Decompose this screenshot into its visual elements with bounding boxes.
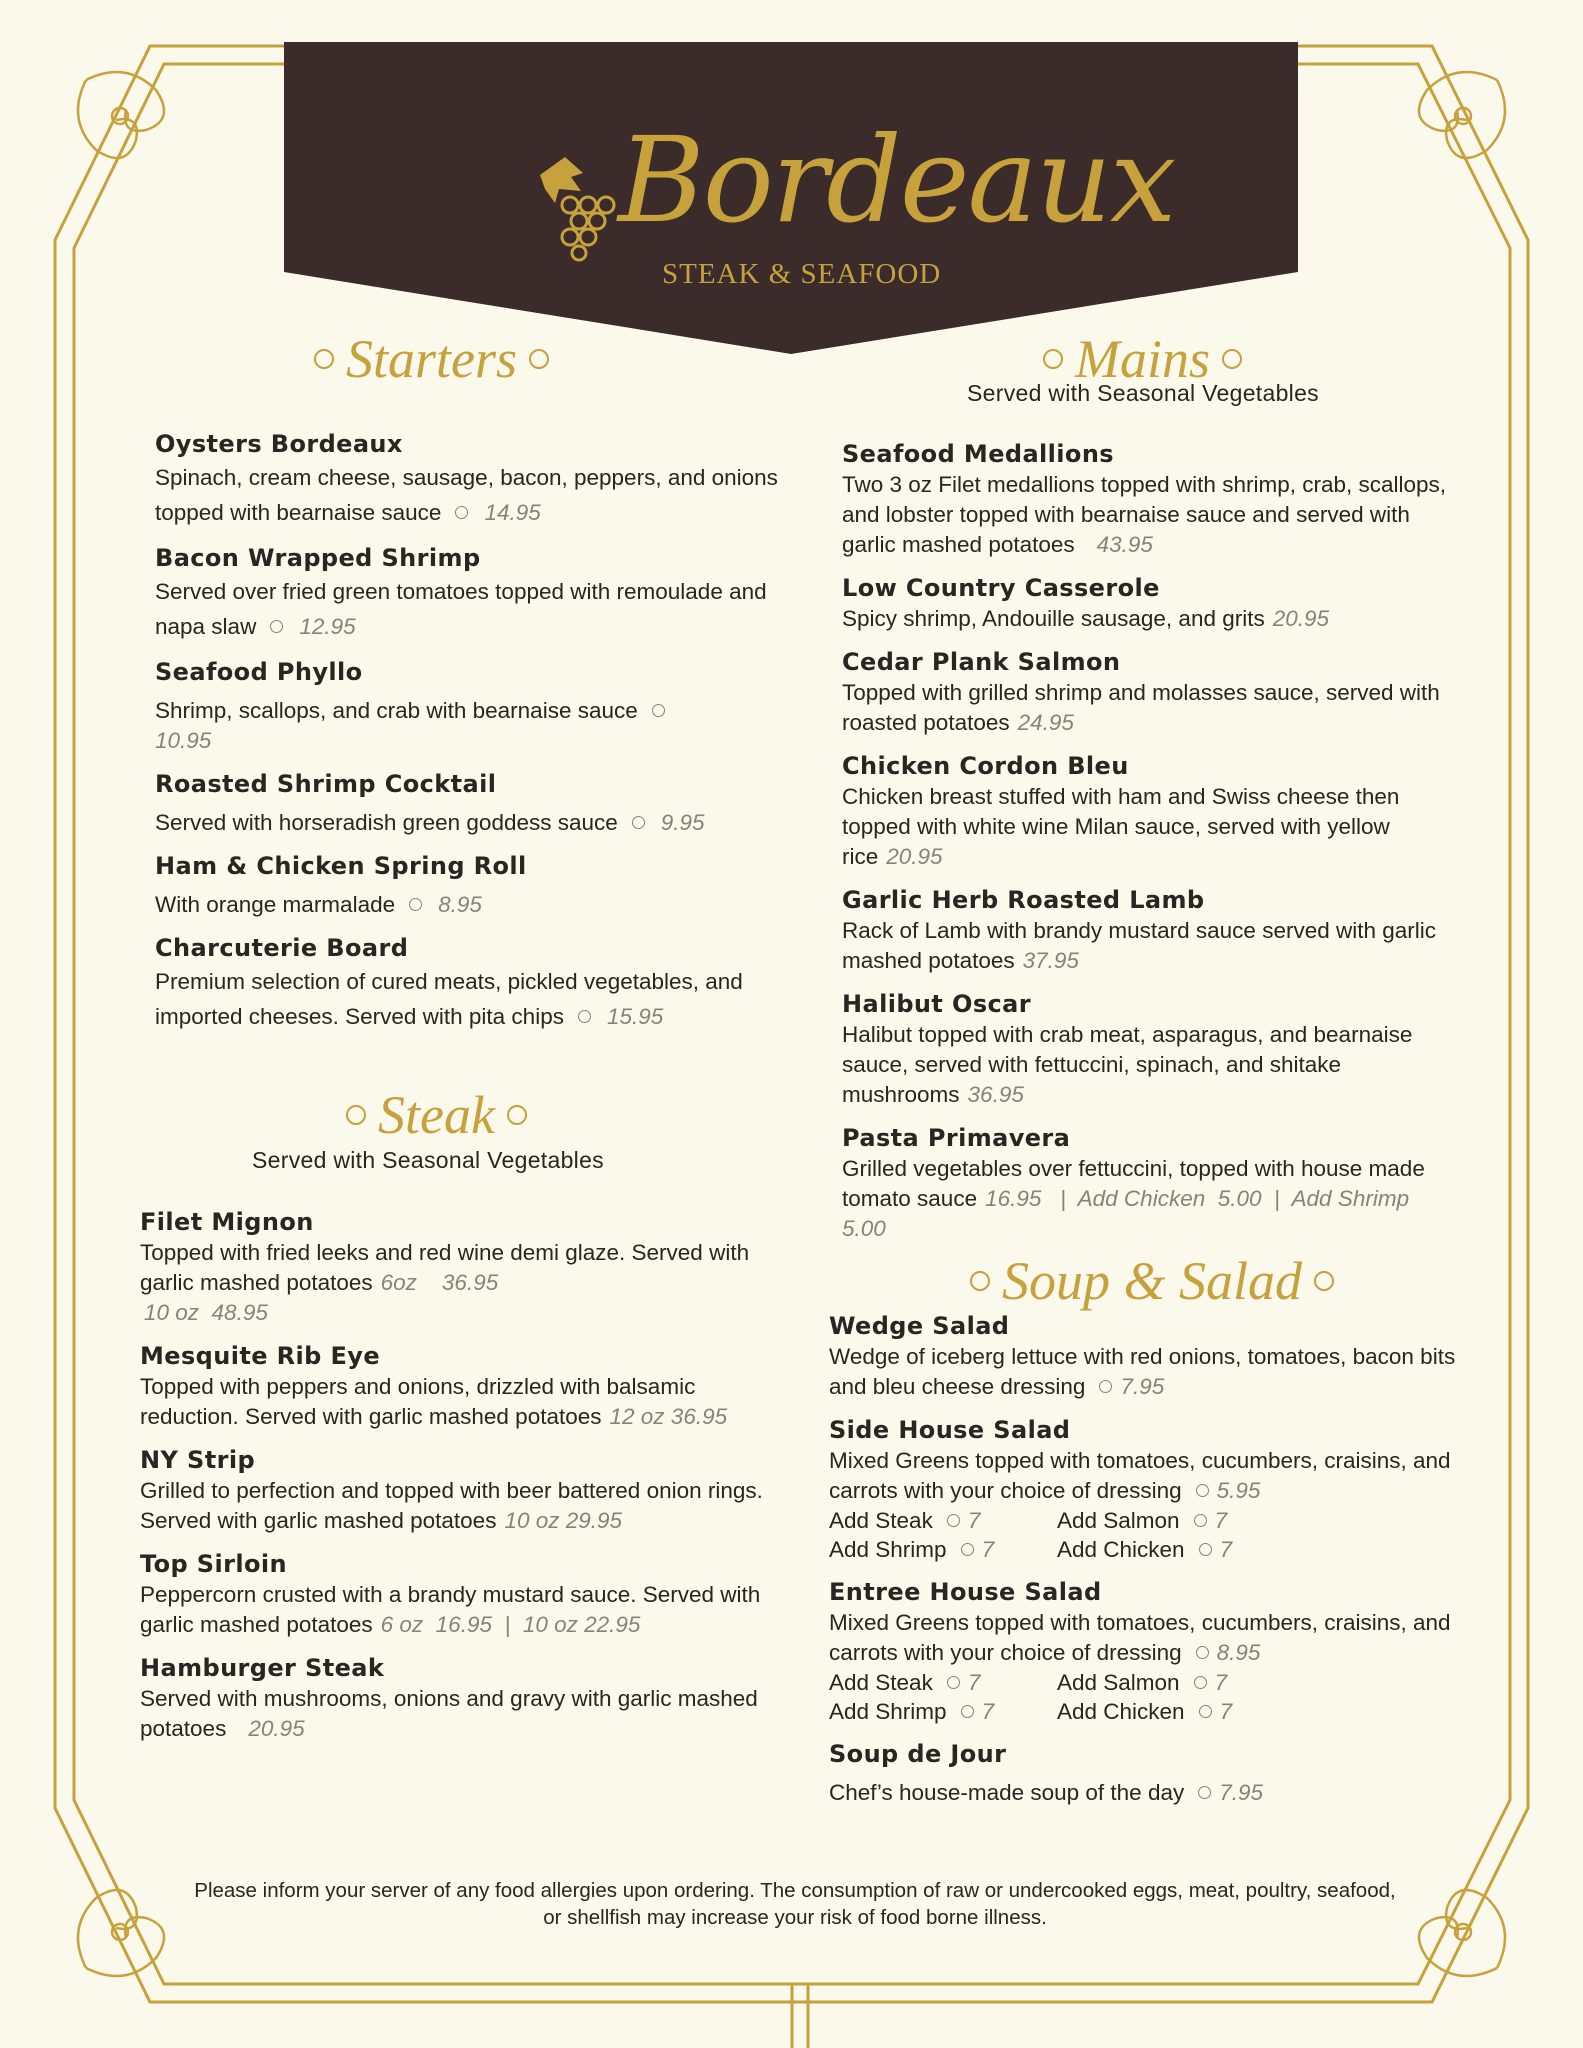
menu-item: NY Strip Grilled to perfection and topped with beer battered onion rings. Served with garlic mashed potatoes 10 oz 29.95 xyxy=(140,1446,763,1533)
menu-item: Side House Salad Mixed Greens topped with tomatoes, cucumbers, craisins, and carrots with your choice of dressing 5.95 Add Steak 7 Add Salmon 7 Add Shrimp 7 Add Chicken 7 xyxy=(829,1414,1469,1564)
steak-list xyxy=(140,1206,790,1756)
menu-item: Entree House Salad Mixed Greens topped with tomatoes, cucumbers, craisins, and carrots with your choice of dressing 8.95 Add Steak 7 Add Salmon 7 Add Shrimp 7 Add Chicken 7 xyxy=(829,1576,1469,1726)
menu-item: Wedge Salad Wedge of iceberg lettuce with red onions, tomatoes, bacon bits and bleu cheese dressing 7.95 xyxy=(829,1312,1456,1399)
bullet-icon xyxy=(1194,1514,1207,1527)
menu-item: Mesquite Rib Eye Topped with peppers and onions, drizzled with balsamic reduction. Served with garlic mashed potatoes 12 oz 36.95 xyxy=(140,1342,728,1429)
bullet-icon xyxy=(1199,1543,1212,1556)
addon-row: Add Steak 7 Add Salmon 7 xyxy=(829,1670,1228,1695)
bead-icon xyxy=(1314,1271,1334,1291)
menu-item: Seafood Medallions Two 3 oz Filet medallions topped with shrimp, crab, scallops, and lobster topped with bearnaise sauce and served with garlic mashed potatoes 43.95 xyxy=(842,440,1447,557)
bullet-icon xyxy=(632,816,645,829)
starters-title: Starters xyxy=(314,328,549,390)
bullet-icon xyxy=(270,620,283,633)
steak-subtitle: Served with Seasonal Vegetables xyxy=(252,1147,604,1173)
bead-icon xyxy=(1043,349,1063,369)
menu-item: Ham & Chicken Spring Roll With orange marmalade 8.95 xyxy=(155,852,527,917)
allergy-notice: Please inform your server of any food allergies upon ordering. The consumption of raw or undercooked eggs, meat, poultry, seafood, or shellfish may increase your risk of food borne illness. xyxy=(194,1879,1396,1929)
bullet-icon xyxy=(652,704,665,717)
grape-icon xyxy=(530,155,630,265)
addon-row: Add Shrimp 7 Add Chicken 7 xyxy=(829,1699,1233,1724)
bullet-icon xyxy=(409,898,422,911)
logo xyxy=(530,105,1175,305)
bead-icon xyxy=(970,1271,990,1291)
bead-icon xyxy=(1222,349,1242,369)
soup-salad-list xyxy=(829,1310,1469,1820)
menu-item: Charcuterie Board Premium selection of cured meats, pickled vegetables, and imported cheeses. Served with pita chips 15.95 xyxy=(155,934,743,1029)
menu-item: Filet Mignon Topped with fried leeks and red wine demi glaze. Served with garlic mashed potatoes 6oz 36.95 10 oz 48.95 xyxy=(140,1208,750,1325)
mains-subtitle: Served with Seasonal Vegetables xyxy=(967,380,1319,406)
menu-item: Bacon Wrapped Shrimp Served over fried green tomatoes topped with remoulade and napa slaw 12.95 xyxy=(155,544,767,639)
bullet-icon xyxy=(947,1514,960,1527)
bullet-icon xyxy=(1196,1646,1209,1659)
steak-title: Steak xyxy=(346,1084,527,1146)
bullet-icon xyxy=(961,1543,974,1556)
menu-item: Garlic Herb Roasted Lamb Rack of Lamb with brandy mustard sauce served with garlic mashed potatoes 37.95 xyxy=(842,886,1437,973)
menu-item: Seafood Phyllo Shrimp, scallops, and crab with bearnaise sauce 10.95 xyxy=(155,656,790,756)
bullet-icon xyxy=(1196,1484,1209,1497)
bullet-icon xyxy=(455,506,468,519)
menu-item: Pasta Primavera Grilled vegetables over fettuccini, topped with house made tomato sauce 16.95 | Add Chicken 5.00 | Add Shrimp 5.00 xyxy=(842,1124,1425,1241)
menu-item: Top Sirloin Peppercorn crusted with a brandy mustard sauce. Served with garlic mashed potatoes 6 oz 16.95 | 10 oz 22.95 xyxy=(140,1550,761,1637)
menu-item: Oysters Bordeaux Spinach, cream cheese, sausage, bacon, peppers, and onions topped with bearnaise sauce 14.95 xyxy=(155,430,778,525)
menu-item: Soup de Jour Chef’s house-made soup of the day 7.95 xyxy=(829,1740,1264,1805)
menu-item: Low Country Casserole Spicy shrimp, Andouille sausage, and grits 20.95 xyxy=(842,574,1330,631)
menu-item: Cedar Plank Salmon Topped with grilled shrimp and molasses sauce, served with roasted potatoes 24.95 xyxy=(842,648,1440,735)
mains-title: Mains xyxy=(1043,328,1242,390)
mains-list xyxy=(842,438,1462,1256)
bullet-icon xyxy=(947,1676,960,1689)
addon-row: Add Shrimp 7 Add Chicken 7 xyxy=(829,1537,1233,1562)
brand-name: Bordeaux xyxy=(618,111,1175,249)
bead-icon xyxy=(346,1105,366,1125)
bullet-icon xyxy=(578,1010,591,1023)
addon-row: Add Steak 7 Add Salmon 7 xyxy=(829,1508,1228,1533)
bullet-icon xyxy=(1194,1676,1207,1689)
menu-item: Halibut Oscar Halibut topped with crab meat, asparagus, and bearnaise sauce, served with fettuccini, spinach, and shitake mushrooms 36.95 xyxy=(842,990,1413,1107)
bead-icon xyxy=(314,349,334,369)
menu-item: Chicken Cordon Bleu Chicken breast stuffed with ham and Swiss cheese then topped with white wine Milan sauce, served with yellow rice 20.95 xyxy=(842,752,1400,869)
menu-item: Roasted Shrimp Cocktail Served with horseradish green goddess sauce 9.95 xyxy=(155,770,705,835)
bullet-icon xyxy=(1199,1705,1212,1718)
starters-list xyxy=(155,428,790,1046)
soup-salad-title: Soup & Salad xyxy=(970,1250,1334,1312)
bead-icon xyxy=(507,1105,527,1125)
bullet-icon xyxy=(1099,1380,1112,1393)
bullet-icon xyxy=(961,1705,974,1718)
brand-subtitle: STEAK & SEAFOOD xyxy=(662,258,942,290)
bead-icon xyxy=(529,349,549,369)
menu-item: Hamburger Steak Served with mushrooms, onions and gravy with garlic mashed potatoes 20.95 xyxy=(140,1654,758,1741)
bullet-icon xyxy=(1198,1786,1211,1799)
